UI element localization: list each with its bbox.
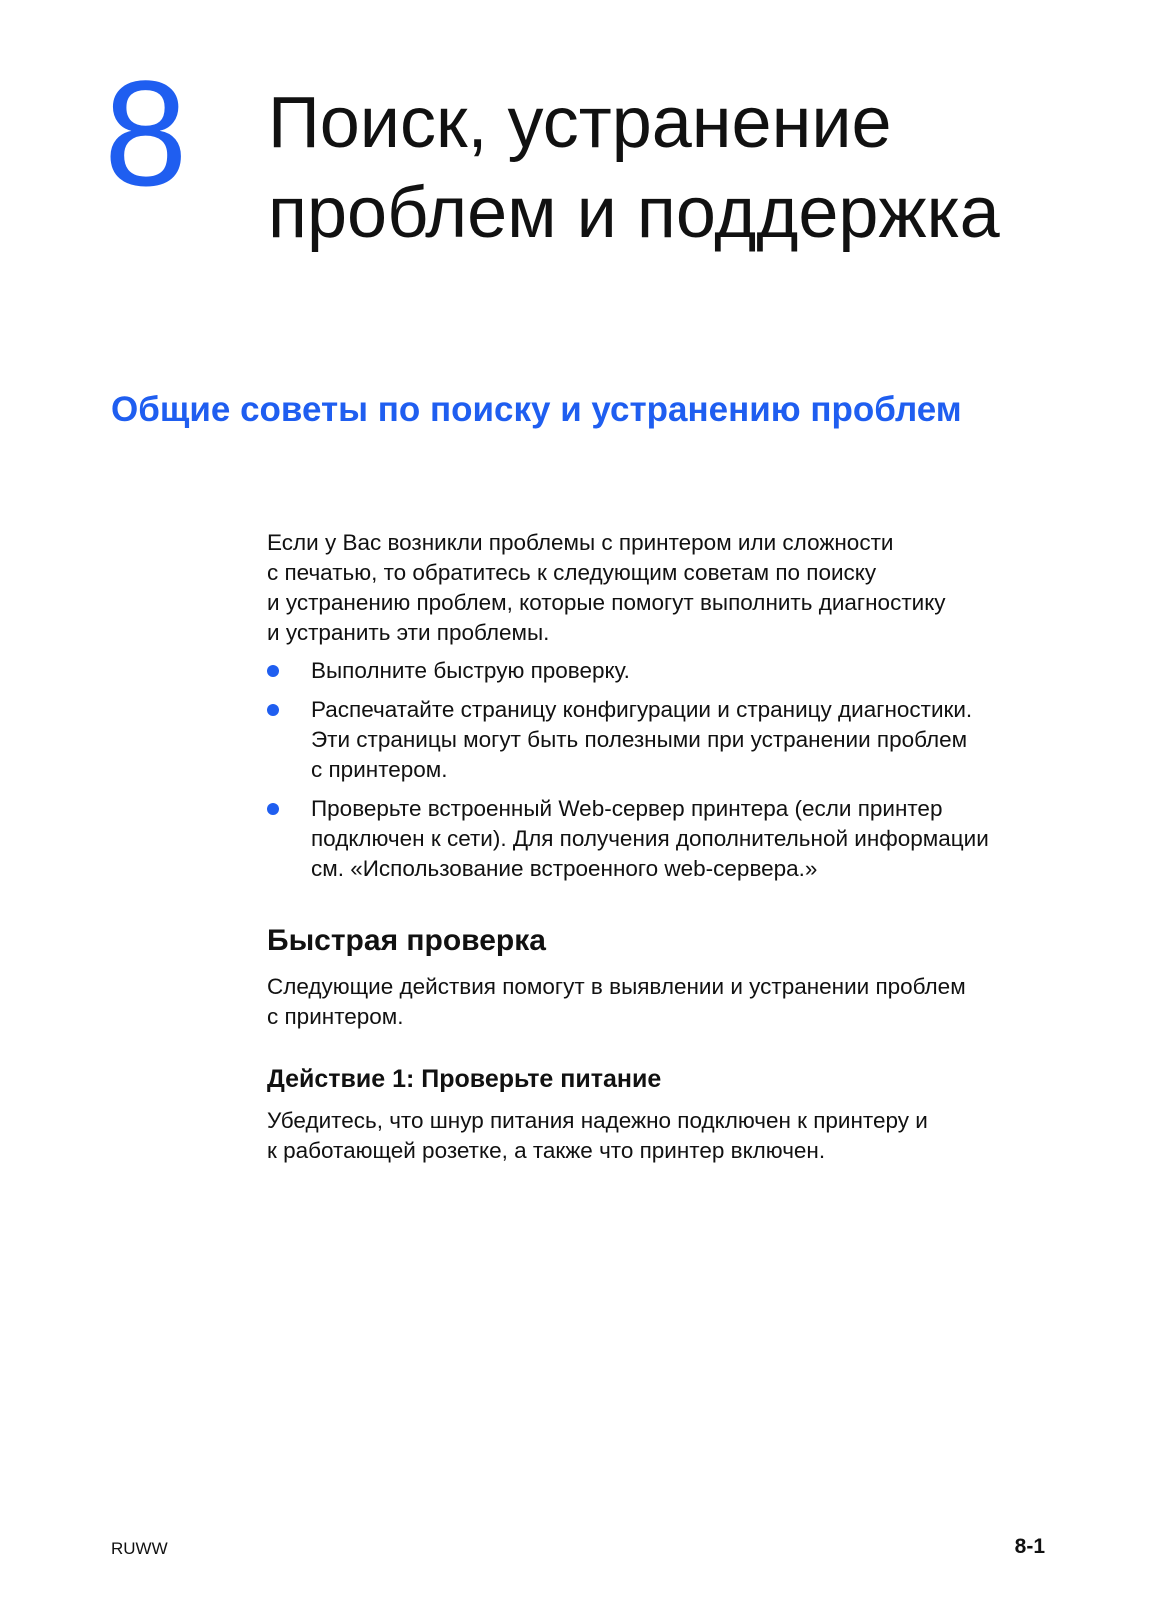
chapter-title: Поиск, устранение проблем и поддержка <box>268 83 1000 253</box>
list-item <box>267 656 1067 686</box>
bullet-icon <box>267 665 279 677</box>
chapter-number: 8 <box>104 49 188 217</box>
list-item <box>267 695 1067 785</box>
list-item-text: Распечатайте страницу конфигурации и страницу диагностики. Эти страницы могут быть полезными при устранении проблем с принтером. <box>311 697 973 782</box>
footer-doc-code: RUWW <box>111 1539 168 1558</box>
list-item <box>267 794 1067 884</box>
step1-paragraph: Убедитесь, что шнур питания надежно подключен к принтеру и к работающей розетке, а также что принтер включен. <box>267 1108 928 1163</box>
main-content <box>267 528 1067 1166</box>
list-item-text: Выполните быструю проверку. <box>311 658 630 683</box>
quick-check-paragraph: Следующие действия помогут в выявлении и устранении проблем с принтером. <box>267 974 966 1029</box>
tips-list <box>267 656 1067 884</box>
footer-page-number: 8-1 <box>1014 1535 1045 1558</box>
list-item-text: Проверьте встроенный Web-сервер принтера (если принтер подключен к сети). Для получения дополнительной информации см. «Использование встроенного web-сервера.» <box>311 796 989 881</box>
quick-check-heading: Быстрая проверка <box>267 924 546 957</box>
bullet-icon <box>267 704 279 716</box>
bullet-icon <box>267 803 279 815</box>
section-heading: Общие советы по поиску и устранению проблем <box>111 390 962 429</box>
intro-paragraph: Если у Вас возникли проблемы с принтером или сложности с печатью, то обратитесь к следующим советам по поиску и устранению проблем, которые помогут выполнить диагностику и устранить эти проблемы. <box>267 530 946 645</box>
step1-heading: Действие 1: Проверьте питание <box>267 1065 662 1093</box>
